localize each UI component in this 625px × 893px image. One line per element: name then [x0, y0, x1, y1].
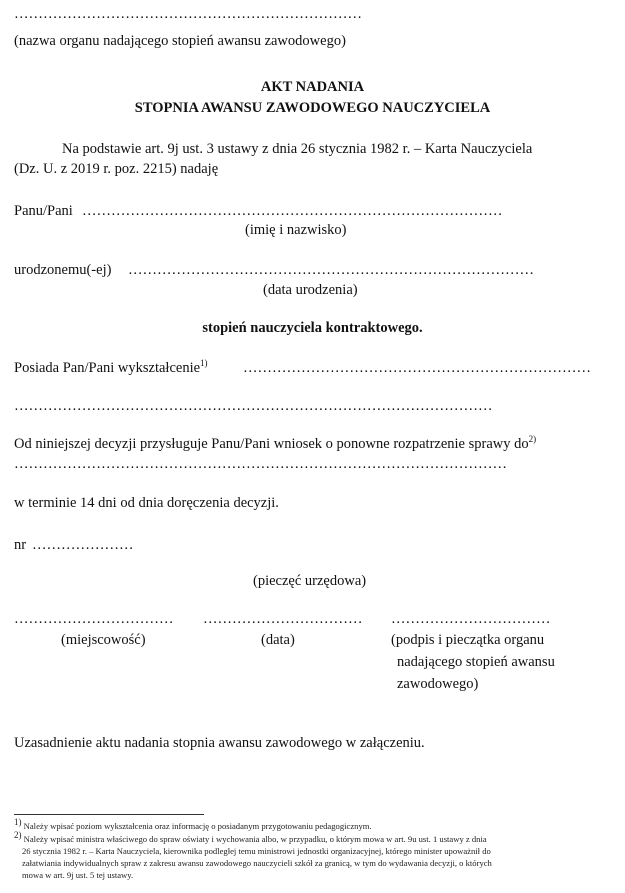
birth-label: urodzonemu(-ej) — [14, 262, 112, 278]
signature-caption-line1: (podpis i pieczątka organu — [391, 632, 545, 648]
document-title-line1: AKT NADANIA — [260, 79, 365, 95]
footnote-2-line1: $^{2)}$ Należy wpisać ministra właściwego do spraw oświaty i wychowania albo, w przypadku, o którym mowa w art. 9u ust. 1 ustawy z dnia — [14, 830, 487, 844]
document-title-line2: STOPNIA AWANSU ZAWODOWEGO NAUCZYCIELA — [134, 100, 491, 116]
date-input-dots[interactable]: …………………………… — [203, 611, 363, 627]
education-label: Posiada Pan/Pani wykształcenie$^{1)}$ — [14, 358, 208, 376]
date-caption: (data) — [261, 632, 295, 648]
signature-caption-line3: zawodowego) — [397, 676, 479, 692]
signature-caption-line2: nadającego stopień awansu — [397, 654, 555, 670]
name-label: Panu/Pani — [14, 203, 73, 219]
birth-caption: (data urodzenia) — [263, 282, 358, 298]
organ-name-field[interactable]: ……………………………………………………………… — [14, 6, 362, 22]
organ-name-caption: (nazwa organu nadającego stopień awansu zawodowego) — [14, 33, 346, 49]
appeal-text: Od niniejszej decyzji przysługuje Panu/Pani wniosek o ponowne rozpatrzenie sprawy $do^{2)}$ — [14, 434, 537, 452]
intro-line2: (Dz. U. z 2019 r. poz. 2215) nadaję — [14, 161, 219, 177]
place-caption: (miejscowość) — [61, 632, 146, 648]
appeal-input-dots[interactable]: ………………………………………………………………………………………… — [14, 456, 507, 472]
place-input-dots[interactable]: …………………………… — [14, 611, 174, 627]
footnote-1: $^{1)}$ Należy wpisać poziom wykształcenia oraz informację o posiadanym przygotowaniu pedagogicznym. — [14, 817, 372, 831]
signature-input-dots[interactable]: …………………………… — [391, 611, 551, 627]
footnote-ref-2: 2) — [528, 434, 537, 445]
footnote-ref-1: 1) — [200, 358, 208, 369]
footnote-2-line3: załatwiania indywidualnych spraw z zakresu awansu zawodowego nauczycieli szkół za granicą, w tym do wydawania decyzji, o których — [22, 858, 492, 868]
education-input-dots[interactable]: ……………………………………………………………… — [243, 360, 591, 376]
name-input-dots[interactable]: …………………………………………………………………………… — [82, 203, 503, 219]
birth-input-dots[interactable]: ………………………………………………………………………… — [128, 262, 534, 278]
name-caption: (imię i nazwisko) — [245, 222, 347, 238]
degree-title: stopień nauczyciela kontraktowego. — [202, 320, 423, 336]
intro-line1: Na podstawie art. 9j ust. 3 ustawy z dnia 26 stycznia 1982 r. – Karta Nauczyciela — [62, 141, 533, 157]
seal-caption: (pieczęć urzędowa) — [253, 573, 367, 589]
number-label: nr — [14, 537, 27, 553]
footnote-2-line2: 26 stycznia 1982 r. – Karta Nauczyciela, kierownika podległej temu ministrowi jednostki organizacyjnej, którego minister upoważnił do — [22, 846, 491, 856]
education-input-dots-line2[interactable]: ……………………………………………………………………………………… — [14, 398, 493, 414]
footnote-2-line4: mowa w art. 9j ust. 5 tej ustawy. — [22, 870, 134, 880]
footnote-separator — [14, 814, 204, 815]
appeal-term: w terminie 14 dni od dnia doręczenia decyzji. — [14, 495, 279, 511]
justification-note: Uzasadnienie aktu nadania stopnia awansu zawodowego w załączeniu. — [14, 735, 425, 751]
number-input-dots[interactable]: ………………… — [32, 537, 134, 553]
